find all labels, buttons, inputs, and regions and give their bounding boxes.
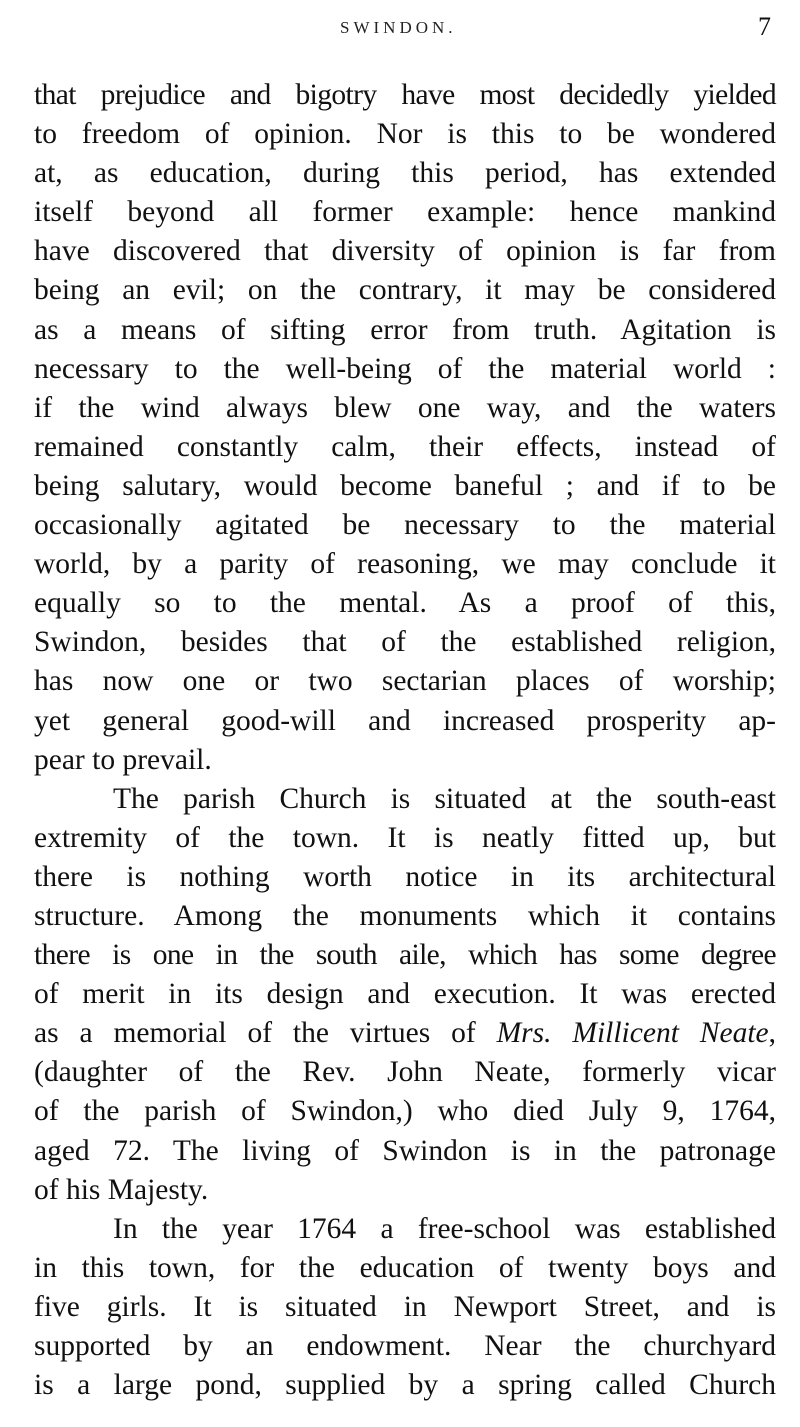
text-line: remained constantly calm, their effects, instead of xyxy=(34,430,776,463)
text-line: being an evil; on the contrary, it may be considered xyxy=(34,274,776,307)
text-line: itself beyond all former example: hence mankind xyxy=(34,196,776,229)
text-line: of merit in its design and execution. It was erected xyxy=(34,978,776,1011)
text-line: (daughter of the Rev. John Neate, formerly vicar xyxy=(34,1056,776,1089)
text-line: equally so to the mental. As a proof of this, xyxy=(34,587,776,620)
paragraph-start-line: In the year 1764 a free-school was established xyxy=(113,1212,776,1245)
text-line: world, by a parity of reasoning, we may conclude it xyxy=(34,548,776,581)
text-segment: , xyxy=(768,1017,776,1050)
text-line: there is nothing worth notice in its architectural xyxy=(34,860,776,893)
text-line: is a large pond, supplied by a spring called Church xyxy=(34,1369,776,1402)
text-line: necessary to the well-being of the material world : xyxy=(34,352,776,385)
text-line: Swindon, besides that of the established religion, xyxy=(34,626,776,659)
text-line: in this town, for the education of twenty boys and xyxy=(34,1251,776,1284)
text-line: of the parish of Swindon,) who died July 9, 1764, xyxy=(34,1095,776,1128)
italic-name: Mrs. Millicent Neate xyxy=(496,1017,769,1050)
text-line: extremity of the town. It is neatly fitted up, but xyxy=(34,821,776,854)
text-line: to freedom of opinion. Nor is this to be wondered xyxy=(34,118,776,151)
paragraph-start-line: The parish Church is situated at the south-east xyxy=(113,782,776,815)
page-number: 7 xyxy=(758,12,771,41)
body-text xyxy=(34,76,776,1405)
text-line-with-italic xyxy=(34,1014,776,1053)
text-line: have discovered that diversity of opinion is far from xyxy=(34,235,776,268)
text-line: five girls. It is situated in Newport Street, and is xyxy=(34,1290,776,1323)
text-line: of his Majesty. xyxy=(34,1173,209,1206)
running-title: SWINDON. xyxy=(340,18,457,37)
text-segment: as a memorial of the virtues of xyxy=(34,1017,497,1050)
text-line: aged 72. The living of Swindon is in the patronage xyxy=(34,1134,776,1167)
text-line: there is one in the south aile, which has some degree xyxy=(34,939,776,972)
text-line: supported by an endowment. Near the churchyard xyxy=(34,1330,776,1362)
text-line: that prejudice and bigotry have most decidedly yielded xyxy=(34,79,776,111)
text-line: structure. Among the monuments which it contains xyxy=(34,899,776,932)
text-line: yet general good-will and increased prosperity ap- xyxy=(34,704,776,737)
text-line: as a means of sifting error from truth. Agitation is xyxy=(34,313,776,346)
text-line: at, as education, during this period, has extended xyxy=(34,157,776,190)
text-line: has now one or two sectarian places of worship; xyxy=(34,665,776,698)
text-line: occasionally agitated be necessary to the material xyxy=(34,509,776,542)
text-line: being salutary, would become baneful ; and if to be xyxy=(34,469,776,502)
text-line: if the wind always blew one way, and the waters xyxy=(34,391,776,424)
text-line: pear to prevail. xyxy=(34,743,212,776)
page-header xyxy=(0,14,800,50)
